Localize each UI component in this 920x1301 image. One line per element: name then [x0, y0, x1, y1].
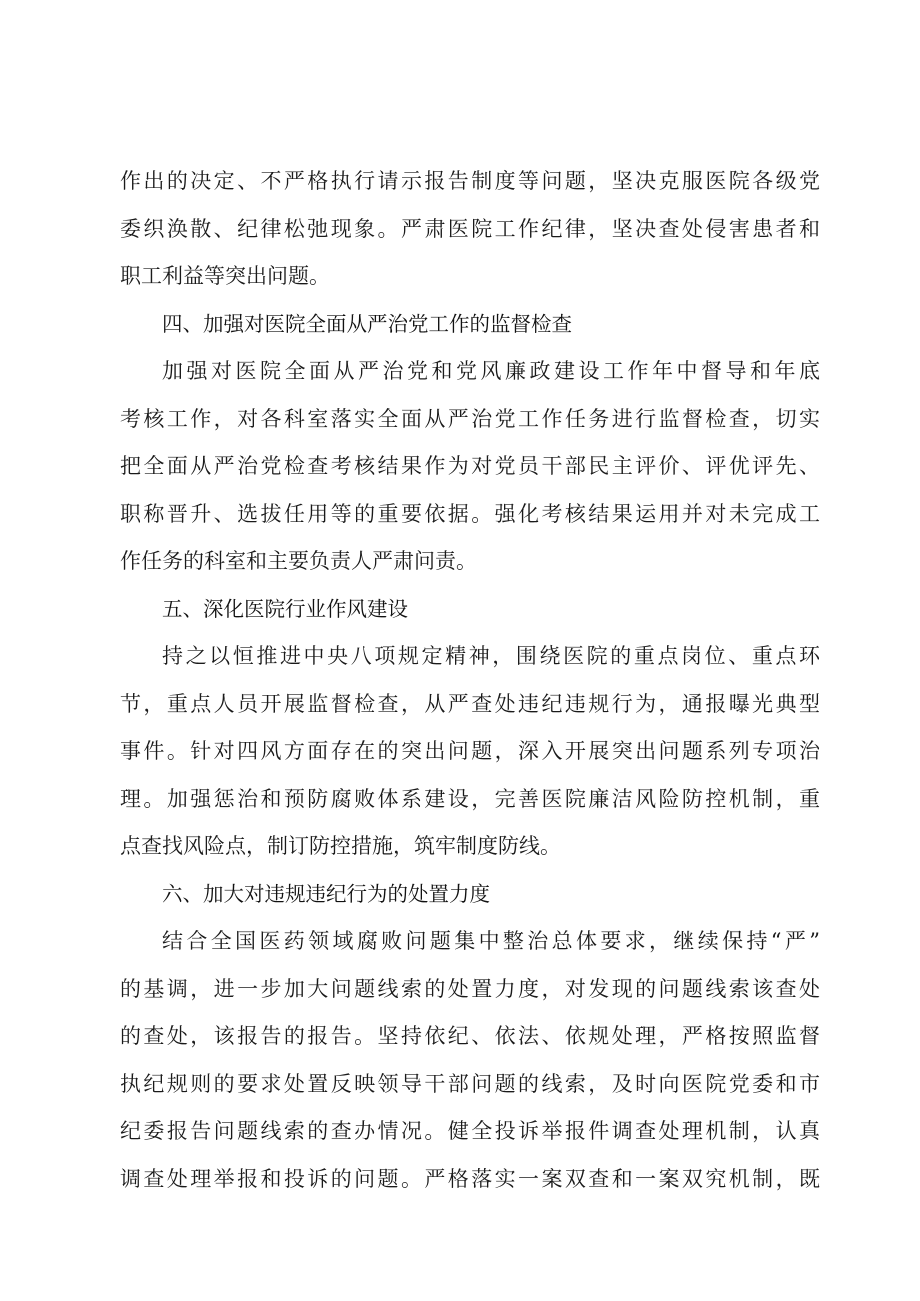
paragraph-line: 考核工作，对各科室落实全面从严治党工作任务进行监督检查，切实 [120, 406, 820, 431]
section-heading-6: 六、加大对违规违纪行为的处置力度 [162, 881, 490, 906]
paragraph-line: 作任务的科室和主要负责人严肃问责。 [120, 549, 477, 573]
paragraph-line: 把全面从严治党检查考核结果作为对党员干部民主评价、评优评先、 [120, 454, 820, 478]
paragraph-line: 加强对医院全面从严治党和党风廉政建设工作年中督导和年底 [162, 359, 820, 383]
section-heading-5: 五、深化医院行业作风建设 [162, 596, 408, 621]
paragraph-line: 调查处理举报和投诉的问题。严格落实一案双查和一案双究机制，既 [120, 1166, 820, 1191]
paragraph-line: 结合全国医药领域腐败问题集中整治总体要求，继续保持“严” [162, 929, 820, 953]
paragraph-line: 作出的决定、不严格执行请示报告制度等问题，坚决克服医院各级党 [120, 169, 820, 193]
paragraph-line: 节，重点人员开展监督检查，从严查处违纪违规行为，通报曝光典型 [120, 691, 820, 716]
paragraph-line: 职工利益等突出问题。 [120, 264, 330, 288]
section-heading-4: 四、加强对医院全面从严治党工作的监督检查 [162, 311, 572, 336]
paragraph-line: 纪委报告问题线索的查办情况。健全投诉举报件调查处理机制，认真 [120, 1119, 820, 1143]
document-body [120, 158, 820, 1203]
paragraph-line: 事件。针对四风方面存在的突出问题，深入开展突出问题系列专项治 [120, 739, 820, 763]
paragraph-line: 理。加强惩治和预防腐败体系建设，完善医院廉洁风险防控机制，重 [120, 786, 820, 811]
paragraph-line: 执纪规则的要求处置反映领导干部问题的线索，及时向医院党委和市 [120, 1071, 820, 1096]
paragraph-line: 的查处，该报告的报告。坚持依纪、依法、依规处理，严格按照监督 [120, 1024, 820, 1048]
paragraph-line: 点查找风险点，制订防控措施，筑牢制度防线。 [120, 834, 561, 858]
paragraph-line: 职称晋升、选拔任用等的重要依据。强化考核结果运用并对未完成工 [120, 501, 820, 526]
paragraph-line: 持之以恒推进中央八项规定精神，围绕医院的重点岗位、重点环 [162, 644, 820, 668]
paragraph-line: 的基调，进一步加大问题线索的处置力度，对发现的问题线索该查处 [120, 976, 820, 1001]
paragraph-line: 委织涣散、纪律松弛现象。严肃医院工作纪律，坚决查处侵害患者和 [120, 216, 820, 241]
